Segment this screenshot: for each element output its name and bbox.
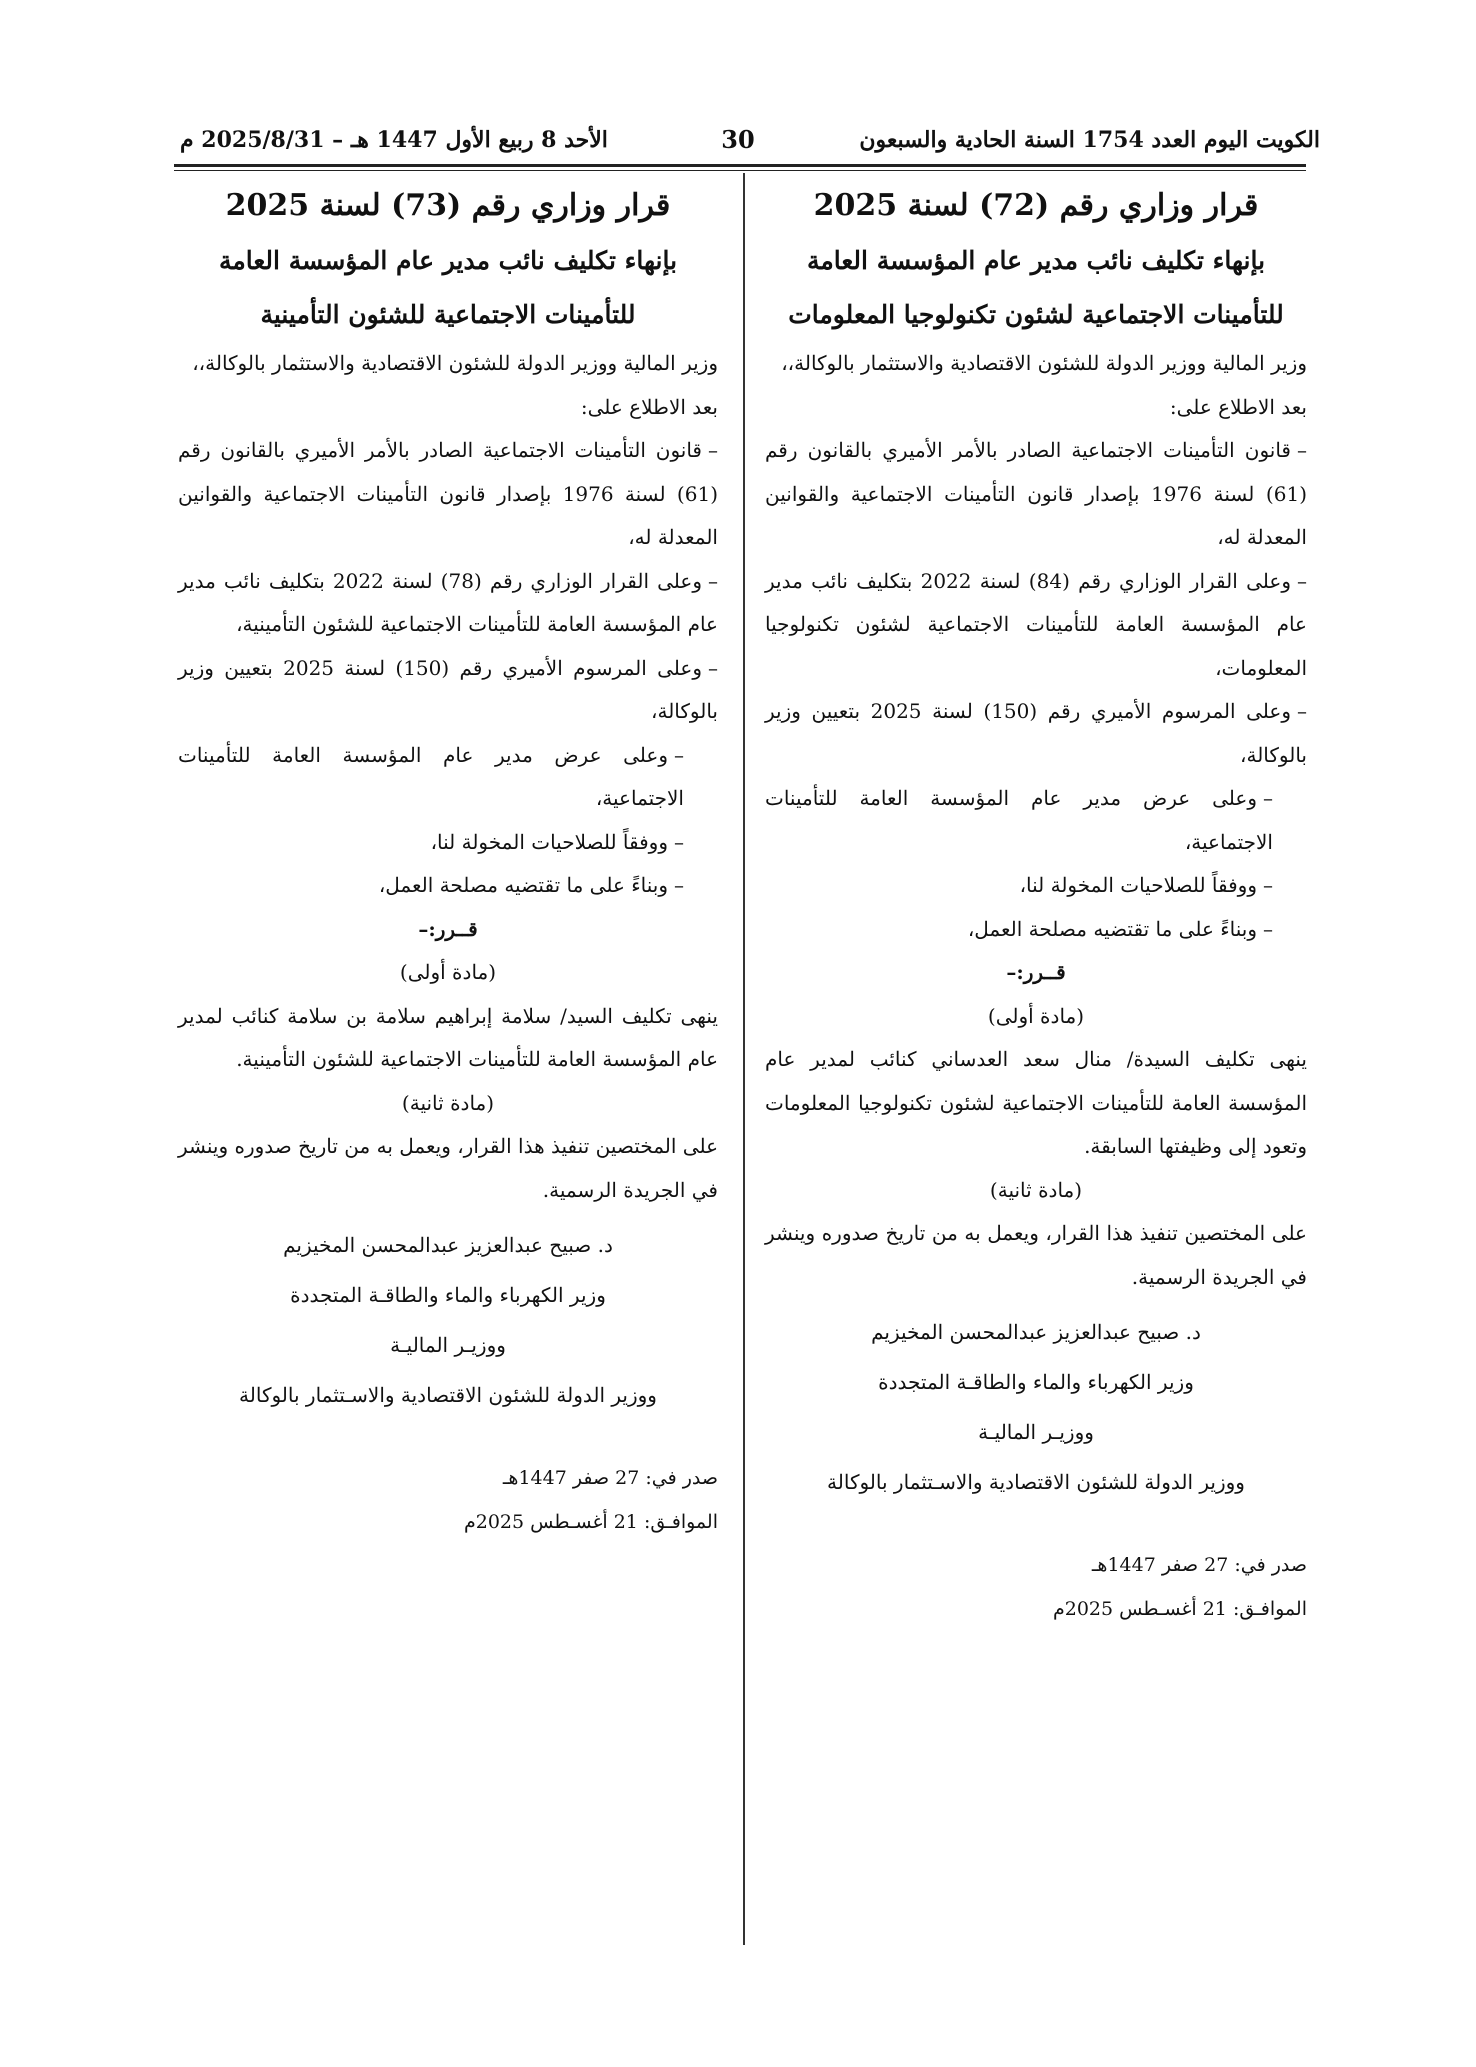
recital-item: –وعلى عرض مدير عام المؤسسة العامة للتأمينات الاجتماعية، bbox=[765, 786, 1273, 854]
article-2-title: (مادة ثانية) bbox=[401, 1090, 495, 1115]
recital-item: –وعلى القرار الوزاري رقم (78) لسنة 2022 بتكليف نائب مدير عام المؤسسة العامة للتأمينات الاجتماعية للشئون التأمينية، bbox=[178, 568, 718, 636]
recital-item: –ووفقاً للصلاحيات المخولة لنا، bbox=[1019, 873, 1273, 897]
column-divider bbox=[743, 173, 745, 1945]
article-2-title: (مادة ثانية) bbox=[989, 1177, 1083, 1202]
signatory-title: ووزير الدولة للشئون الاقتصادية والاسـتثمار بالوكالة bbox=[239, 1383, 657, 1407]
article-2-text: على المختصين تنفيذ هذا القرار، ويعمل به من تاريخ صدوره وينشر في الجريدة الرسمية. bbox=[178, 1134, 718, 1202]
recital-item: –وعلى القرار الوزاري رقم (84) لسنة 2022 بتكليف نائب مدير عام المؤسسة العامة للتأمينات الاجتماعية لشئون تكنولوجيا المعلومات، bbox=[765, 568, 1308, 680]
after-review-line: بعد الاطلاع على: bbox=[580, 394, 718, 419]
intro-line: وزير المالية ووزير الدولة للشئون الاقتصادية والاستثمار بالوكالة،، bbox=[781, 351, 1307, 375]
recital-item: –وبناءً على ما تقتضيه مصلحة العمل، bbox=[967, 916, 1273, 941]
article-1-text: ينهى تكليف السيدة/ منال سعد العدساني كنائب لمدير عام المؤسسة العامة للتأمينات الاجتماعية لشئون تكنولوجيا المعلومات وتعود إلى وظيفتها السابقة. bbox=[765, 1047, 1307, 1158]
recital-item: –وعلى المرسوم الأميري رقم (150) لسنة 2025 بتعيين وزير بالوكالة، bbox=[178, 655, 719, 723]
header-rule-thin bbox=[174, 170, 1306, 171]
recital-item: –وبناءً على ما تقتضيه مصلحة العمل، bbox=[378, 873, 684, 897]
signatory-name: د. صبيح عبدالعزيز عبدالمحسن المخيزيم bbox=[283, 1233, 613, 1257]
decision-title: قرار وزاري رقم (73) لسنة 2025 bbox=[225, 188, 671, 223]
recital-item: –وعلى المرسوم الأميري رقم (150) لسنة 2025 بتعيين وزير بالوكالة، bbox=[765, 699, 1308, 767]
recital-item: –وعلى عرض مدير عام المؤسسة العامة للتأمينات الاجتماعية، bbox=[178, 742, 684, 810]
corresponding-date: الموافـق: 21 أغسـطس 2025م bbox=[1052, 1598, 1307, 1620]
decision-title: قرار وزاري رقم (72) لسنة 2025 bbox=[813, 188, 1259, 223]
signatory-title: ووزيـر الماليـة bbox=[390, 1333, 506, 1357]
recital-item: –ووفقاً للصلاحيات المخولة لنا، bbox=[430, 829, 684, 854]
recitals-list bbox=[765, 429, 1307, 951]
signatory-title: ووزيـر الماليـة bbox=[978, 1420, 1094, 1444]
decision-subtitle: بإنهاء تكليف نائب مدير عام المؤسسة العامة bbox=[806, 246, 1266, 275]
issue-date-block bbox=[178, 1456, 718, 1544]
issued-date: صدر في: 27 صفر 1447هـ bbox=[502, 1467, 718, 1489]
recital-item: –قانون التأمينات الاجتماعية الصادر بالأمر الأميري بالقانون رقم (61) لسنة 1976 بإصدار قانون التأمينات الاجتماعية والقوانين المعدلة له، bbox=[178, 438, 718, 549]
decision-subtitle: للتأمينات الاجتماعية لشئون تكنولوجيا المعلومات bbox=[788, 300, 1284, 329]
signatory-title: ووزير الدولة للشئون الاقتصادية والاسـتثمار بالوكالة bbox=[827, 1470, 1245, 1494]
recitals-list bbox=[178, 429, 718, 908]
article-1-text: ينهى تكليف السيد/ سلامة إبراهيم سلامة بن سلامة كنائب لمدير عام المؤسسة العامة للتأمينات الاجتماعية للشئون التأمينية. bbox=[178, 1003, 718, 1071]
decides-heading: قــرر:– bbox=[418, 916, 478, 941]
header-rule bbox=[174, 164, 1306, 167]
issue-date-block bbox=[765, 1543, 1307, 1631]
article-1-title: (مادة أولى) bbox=[987, 1003, 1085, 1028]
signatory-title: وزير الكهرباء والماء والطاقـة المتجددة bbox=[290, 1283, 606, 1307]
page-number: 30 bbox=[721, 125, 755, 154]
signatory-name: د. صبيح عبدالعزيز عبدالمحسن المخيزيم bbox=[871, 1320, 1201, 1344]
article-1-title: (مادة أولى) bbox=[399, 960, 497, 984]
decides-heading: قــرر:– bbox=[1006, 960, 1066, 984]
issued-date: صدر في: 27 صفر 1447هـ bbox=[1091, 1554, 1307, 1576]
after-review-line: بعد الاطلاع على: bbox=[1169, 394, 1307, 419]
header-issue-info: الكويت اليوم العدد 1754 السنة الحادية والسبعون bbox=[859, 127, 1320, 153]
decision-subtitle: بإنهاء تكليف نائب مدير عام المؤسسة العامة bbox=[218, 246, 678, 275]
signatory-title: وزير الكهرباء والماء والطاقـة المتجددة bbox=[878, 1370, 1194, 1394]
intro-line: وزير المالية ووزير الدولة للشئون الاقتصادية والاستثمار بالوكالة،، bbox=[192, 351, 718, 375]
header-date: الأحد 8 ربيع الأول 1447 هـ – 2025/8/31 م bbox=[180, 127, 608, 153]
decision-73-column bbox=[178, 178, 718, 1544]
decision-subtitle: للتأمينات الاجتماعية للشئون التأمينية bbox=[260, 300, 636, 329]
signature-block bbox=[178, 1220, 718, 1420]
corresponding-date: الموافـق: 21 أغسـطس 2025م bbox=[463, 1511, 718, 1533]
article-2-text: على المختصين تنفيذ هذا القرار، ويعمل به من تاريخ صدوره وينشر في الجريدة الرسمية. bbox=[765, 1221, 1307, 1289]
decision-72-column bbox=[765, 178, 1307, 1631]
signature-block bbox=[765, 1307, 1307, 1507]
recital-item: –قانون التأمينات الاجتماعية الصادر بالأمر الأميري بالقانون رقم (61) لسنة 1976 بإصدار قانون التأمينات الاجتماعية والقوانين المعدلة له، bbox=[765, 438, 1308, 549]
